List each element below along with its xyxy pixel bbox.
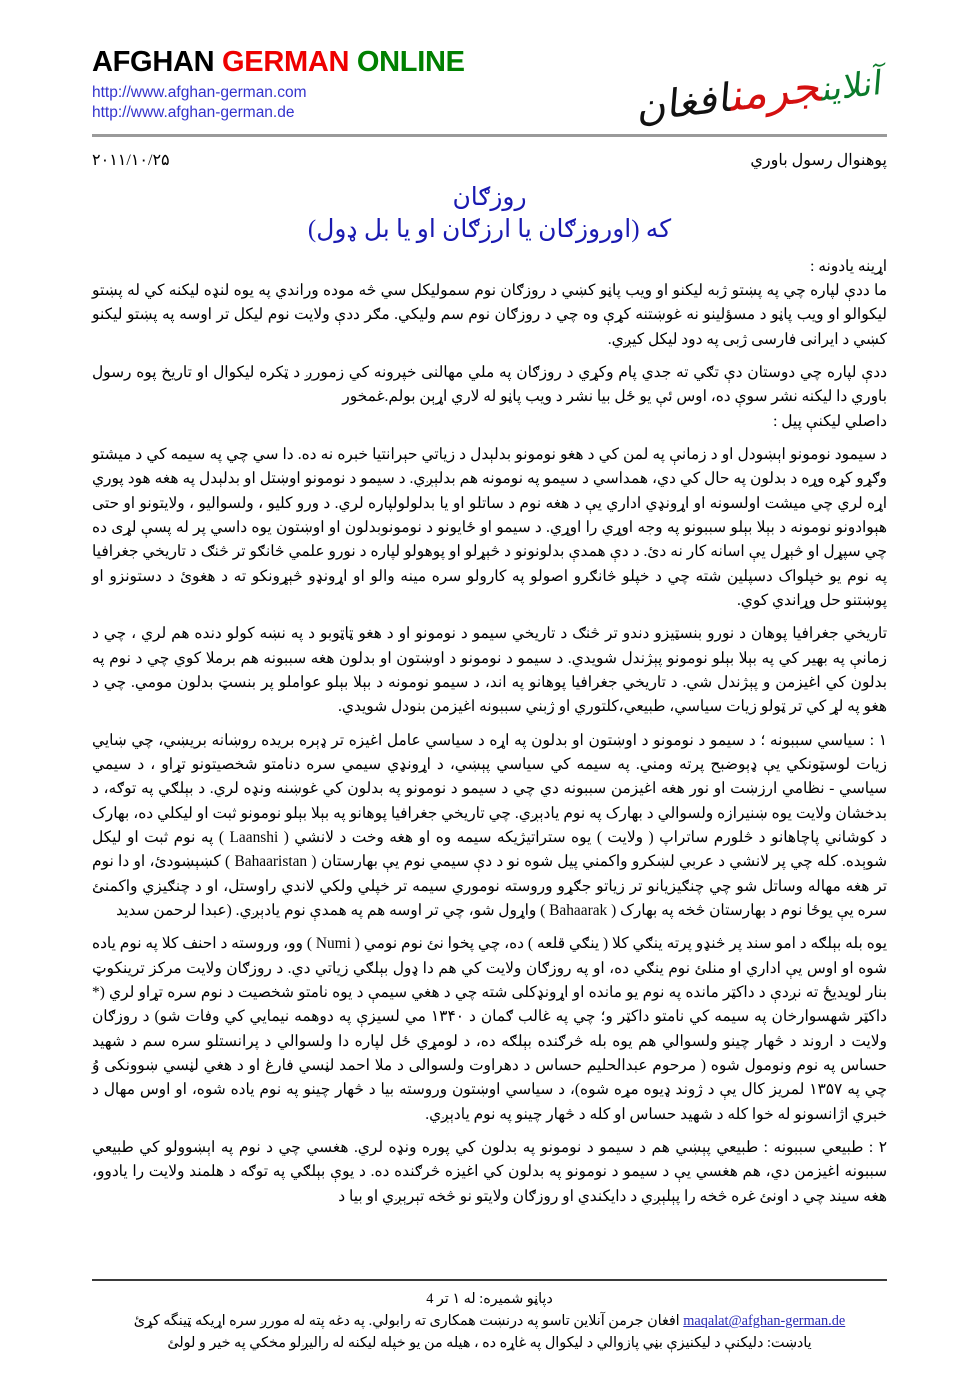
masthead <box>92 44 887 130</box>
byline-row <box>92 150 887 170</box>
intro-paragraph: ما ددې لپاره چي په پښتو ژبه لیکنو او ویب پاڼو کښي د روزګان نوم سمولیکل سي څه موده وراندي په یوه لنډه لیکنه کي له پښتو لیکوالو او ویب پاڼو د مسؤلینو نه غوښتنه کړې وه چي د روزګان نوم سم ولیکي. مګر ددې ولایت نوم لیکل تر اوسه په پښتو لیکنو کښي د ایرانی فارسی ژبی په دود لیکل کیږي. <box>92 282 887 348</box>
page-footer <box>92 1279 887 1354</box>
site-title-word-afghan: AFGHAN <box>92 46 215 78</box>
contact-email-link[interactable]: maqalat@afghan-german.de <box>683 1313 846 1330</box>
calligraphy-part-red: جرمن <box>730 60 826 122</box>
header-divider <box>92 134 887 137</box>
brand-block <box>92 44 465 123</box>
main-start-label: داصلي لیکنې پیل : <box>773 412 887 430</box>
footer-disclaimer: یادښت: دلیکنې د لیکنیزې بڼي پازوالي د لیکوال په غاړه ده ، هیله من یو خپله لیکنه له رالیږلو مخکي په خیر و لولئ <box>167 1334 812 1351</box>
footer-content <box>92 1289 887 1354</box>
calligraphy-part-green: آنلاین <box>821 63 885 110</box>
calligraphy-text <box>636 58 885 132</box>
paragraph-3-political-causes: ۱ : سیاسي سببونه ؛ د سیمو د نومونو د اوښتون او بدلون په اړه د سیاسي عامل اغیزه تر ډېره بریده روښانه بریښي، چي ښایي زیات لوسټونکي یې ډېوضبح پرته ومني. په سیمه کي سیاسي پېښي، د اړونډي سیمي سره دنامتو شخصیتونو تړاو ، د سیمي سیاسي - نظامي ارزښت او نور هغه اغیزمن سببونه دي چي د سیمو د نومونو په بدلون کي غوښنه ونډه لري. د بېلګي په توګه، د بدخشان ولایت یوه ښنیرازه ولسوالي د بهارک په نوم یادېږي. چي تاریخي جغرافیا پوهانو په بېلا بېلو نومونو ثبت او لیکلي ده، بهارک د کوشاني پاچاهانو د څلورم ساتراپ ( ولایت ) یوه ستراتیژیکه سیمه وه او هغه وخت د لانشي ( Laanshi ) په نوم ثبت او لیکل شوېده. کله چي پر لانشي د عربي لښکرو واکمني پیل شوه نو د دې سیمي نوم یې بهارستان ( Bahaaristan ) کښېښودئ، او دا نوم تر هغه مهاله وساتل شو چي چنګیزیانو تر زیاتو جګړو وروسته نوموري سیمه تر خپلي ولکي لاندي راوستل، او د چنګیزي واکمنئ سره یې یوځا نوم د بهارستان څخه په بهارک ( Bahaarak ) واړول شو، چي تر اوسه هم په همدې نوم یادېږي. (عبدا لرحمن سدید <box>92 731 887 919</box>
page-subtitle: که (اوروزګان یا ارزګان او یا بل ډول) <box>307 215 672 243</box>
paragraph-4-examples: یوه بله بېلګه د امو سند پر څنډو پرته ینګي کلا ( ینګي قلعه ) ده، چي پخوا نئ نوم نومي ( Numi ) وو، وروسته د احنف کلا په نوم یاده شوه او اوس یې اداري او منلئ نوم ینګي ده، او په روزګان ولایت کي هم دا ډول بېلګي زیاتي دي. د روزګان ولایت مرکز ترینکوټ بنار لویدیځ ته نږدې د داکټر مانده په نوم یو مانده او اړونډکلی شته چي د هغي سیمې د یوه نامتو شخصیت د نوم سره تړاو لري (* داکټر شهسوارخان په سیمه کي نامتو داکټر و؛ چي په غالب ګمان د ۱۳۴۰ مي لسیزې په دوهمه نیمایي کي وفات شو) د روزګان ولایت د اروند د څهار چینو ولسوالي هم یوه بله څرګنده بېلګه ده، د لومړي ځل لپاره دا ولسوالي د پرانستلو سره سم د شهید حساس په نوم ونومول شوه ( مرحوم عبدالحلیم حساس د دهراوت ولسوالی د ملا احمد لڼسي فارغ او د هغي لڼسي ښوونکی وُ چي په ۱۳۵۷ لمریز کال یې د ژوند ډیوه مړه شوه)، د سیاسي اوښتون وروسته بیا د څهار چینو په نوم یاده شوه، او اوس مهال د خبري اژانسونو له خوا کله د شهید حساس او کله د څهار چینو په نوم یادېږي. <box>92 935 887 1123</box>
publication-date: ۲۰۱۱/۱۰/۲۵ <box>92 152 170 169</box>
site-url-de[interactable]: http://www.afghan-german.de <box>92 104 295 122</box>
paragraph-5-natural-causes: ۲ : طبیعي سببونه : طبیعي پېښي هم د سیمو د نومونو په بدلون کي پوره ونډه لري. هغسي چي د نوم په اېښوولو کي طبیعي سببونه اغیزمن دي، هم هغسي یې د سیمو د نومونو په بدلون کي اغیزه څرګنده ده. د یوې بېلګي په توګه د هلمند ولایت را یادوو، هغه سیند چي د اونئ غره څخه را پېلېږي د دایکندي او روزګان ولایتو نو څخه تېرېږي او بیا د <box>92 1138 887 1205</box>
footer-contact-line <box>92 1311 887 1332</box>
site-title <box>92 48 465 77</box>
title-block <box>92 184 887 245</box>
page-title: روزګان <box>452 184 527 211</box>
calligraphy-part-black: افغان <box>636 74 734 132</box>
intro-label: اړینه یادونه : <box>810 257 887 275</box>
author-name: پوهنوال رسول باوري <box>750 152 887 169</box>
site-title-word-online: ONLINE <box>356 46 465 78</box>
page-number-text: دپاڼو شمیره: له ۱ تر 4 <box>426 1290 553 1307</box>
site-url-com[interactable]: http://www.afghan-german.com <box>92 84 307 101</box>
intro-paragraph-2: ددې لپاره چي دوستان دې تګي ته جدي پام وکړي د روزګان په ملي مهالنی خپرونه کي زمورږ د ټکره لیکوال او تاریخ پوه رسول باوري دا لیکنه نشر سوې ده، اوس ئې یو ځل بیا نشر د ویب پاڼو له لاري اړېن بولم.غمخور <box>92 364 887 406</box>
afghan-german-calligraphy-logo <box>557 44 887 130</box>
footer-contact-text: افغان جرمن آنلاین تاسو په درنښت همکاری ته رابولي. په دغه پته له مورږ سره اړیکه ټینگه کړئ <box>133 1313 680 1330</box>
site-title-word-german: GERMAN <box>222 46 350 78</box>
paragraph-1: د سیمود نومونو اېښودل او د زمانې په لمن کي د هغو نومونو بدلېدل د زیاتي حېرانتیا خبره نه ده. دا سي چي په سیمه کي د میشتو وګړو کړه وړه د بدلون په حال کي دي، همداسي د سیمو په نومونه هم بدلېږي. د سیمو د نومونو اوښتل او بدلېدل په هغه هود پوري اړه لري چي میشت اولسونه او اړونډي اداري یې د هغه نوم د ساتلو او یا بدلولولپاره لري. د ورو کلیو ، ولسوالیو ، ولایتونو او حتی هېوادونو نومونه د بېلا بېلو سببونو په وجه اوړي را اوړي. د سیمو او ځایونو د نومونوبدلون او اوښتون یوه داسي پر له پسې لړی ده چي سپړل او څېړل یې اسانه کار نه دئ. د دې همدې بدلونونو د څېړلو او پوهولو لپاره د نورو علمي څانګو تر څنګ د تاریخي جغرافیا په نوم یو خپلواک دسپلین شته چي د خپلو څانګرو اصولو په کارولو سره مینه والو او اړونډو څېړونکو ته د هغوئ د دستونزو او پوښتنو حل وړاندي کوي. <box>92 446 887 610</box>
article-body <box>92 255 887 1209</box>
paragraph-2: تاریخي جغرافیا پوهان د نورو بنسټیزو دندو تر څنګ د تاریخي سیمو د نومونو او د هغو ټاټوبو د په نښه کولو دنده هم لري ، چي د زمانې په بهیر کي په بېلا بېلو نومونو پېژندل شویدي. د سیمو د نومونو د اوښتون او بدلون هغه سببونه هم برملا کوي چي د نوم په بدلون کي اغیزمن و پېژندل شي. د تاریخي جغرافیا پوهانو په اند، د سیمو نومونه د بېلا بېلو عواملو پر بنسټ بدلون مومي. چي د هغو په لړ کي تر ټولو زیات سیاسي، طبیعي،کلتوري او ژبني سببونه اغیزمن بنودل شویدي. <box>92 625 887 716</box>
footer-divider <box>92 1279 887 1281</box>
